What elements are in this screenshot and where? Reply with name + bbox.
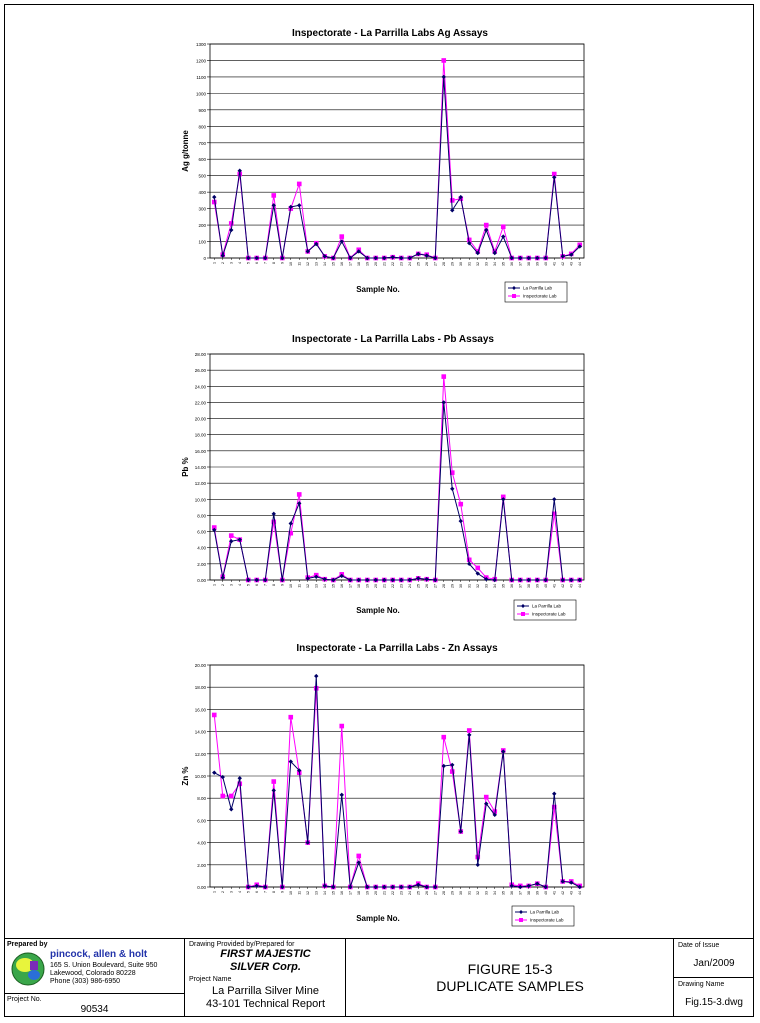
legend-marker [519, 918, 523, 922]
data-point [288, 715, 293, 720]
x-tick-label: 34 [492, 584, 497, 588]
x-tick-label: 6 [254, 262, 259, 264]
y-tick-label: 1300 [195, 42, 206, 47]
y-tick-label: 10.00 [194, 497, 206, 503]
y-tick-label: 0 [203, 256, 206, 261]
y-tick-label: 700 [198, 140, 206, 146]
x-tick-label: 32 [475, 262, 480, 266]
x-tick-label: 24 [407, 584, 412, 588]
x-tick-label: 42 [560, 262, 565, 266]
x-tick-label: 16 [339, 584, 344, 588]
x-tick-label: 3 [229, 891, 234, 893]
x-tick-label: 43 [569, 262, 574, 266]
x-tick-label: 24 [407, 891, 412, 895]
x-tick-label: 34 [492, 891, 497, 895]
y-tick-label: 14.00 [194, 465, 206, 470]
x-tick-label: 7 [263, 262, 268, 264]
x-tick-label: 40 [543, 584, 548, 588]
project-no-cell [4, 994, 185, 1017]
x-tick-label: 27 [433, 262, 438, 266]
drawing-name-cell [674, 978, 754, 1017]
x-tick-label: 20 [373, 262, 378, 266]
y-tick-label: 300 [198, 206, 206, 212]
y-tick-label: 20.00 [194, 663, 206, 668]
y-tick-label: 14.00 [194, 729, 206, 735]
y-tick-label: 28.00 [194, 352, 206, 357]
x-tick-label: 39 [535, 891, 540, 895]
x-tick-label: 21 [382, 891, 387, 895]
figure-title: DUPLICATE SAMPLES [436, 978, 584, 994]
y-tick-label: 16.00 [194, 707, 206, 713]
y-tick-label: 200 [198, 223, 206, 229]
x-tick-label: 41 [552, 262, 557, 266]
x-tick-label: 4 [237, 584, 242, 586]
data-point [441, 374, 446, 379]
date-value: Jan/2009 [693, 958, 735, 969]
figure-number: FIGURE 15-3 [467, 961, 553, 977]
x-tick-label: 13 [314, 262, 319, 266]
x-tick-label: 12 [305, 262, 310, 266]
x-tick-label: 29 [450, 262, 455, 266]
x-tick-label: 15 [331, 584, 336, 588]
x-tick-label: 16 [339, 891, 344, 895]
y-tick-label: 6.00 [197, 818, 206, 824]
x-tick-label: 23 [399, 262, 404, 266]
x-tick-label: 3 [229, 584, 234, 586]
legend [512, 906, 574, 926]
x-tick-label: 36 [509, 262, 514, 266]
x-tick-label: 43 [569, 584, 574, 588]
x-tick-label: 14 [322, 891, 327, 895]
x-tick-label: 4 [237, 891, 242, 893]
x-tick-label: 30 [458, 262, 463, 266]
y-tick-label: 0.00 [197, 885, 206, 890]
client-cell [185, 939, 346, 1017]
y-tick-label: 8.00 [197, 796, 206, 802]
x-tick-label: 5 [246, 584, 251, 586]
x-tick-label: 9 [280, 262, 285, 264]
x-tick-label: 13 [314, 584, 319, 588]
x-tick-label: 13 [314, 891, 319, 895]
x-tick-label: 8 [271, 262, 276, 264]
x-tick-label: 18 [356, 584, 361, 588]
project-name-label: Project Name [189, 976, 232, 983]
x-tick-label: 28 [441, 262, 446, 266]
data-point [475, 566, 480, 571]
x-tick-label: 42 [560, 891, 565, 895]
x-tick-label: 19 [365, 262, 370, 266]
x-tick-label: 16 [339, 262, 344, 266]
firm-phone: Phone (303) 986-6950 [50, 978, 121, 985]
x-tick-label: 38 [526, 262, 531, 266]
x-tick-label: 26 [424, 262, 429, 266]
title-block [4, 938, 754, 1017]
chart-zn-assays [181, 643, 584, 926]
chart-ag-assays [181, 28, 584, 302]
y-axis-label: Zn % [181, 766, 190, 786]
chart-pb-assays [181, 334, 584, 620]
figure-cell [346, 939, 674, 1017]
x-tick-label: 20 [373, 584, 378, 588]
x-tick-label: 21 [382, 262, 387, 266]
x-tick-label: 40 [543, 891, 548, 895]
x-tick-label: 37 [518, 584, 523, 588]
project-name-2: 43-101 Technical Report [205, 998, 326, 1010]
x-tick-label: 22 [390, 891, 395, 895]
x-tick-label: 35 [501, 262, 506, 266]
y-tick-label: 10.00 [194, 774, 206, 779]
legend-marker [521, 612, 525, 616]
data-point [450, 198, 455, 203]
chart-title: Inspectorate - La Parrilla Labs - Pb Assays [292, 334, 494, 345]
x-tick-label: 32 [475, 584, 480, 588]
x-tick-label: 24 [407, 262, 412, 266]
x-tick-label: 18 [356, 891, 361, 895]
x-tick-label: 36 [509, 584, 514, 588]
data-point [212, 713, 217, 718]
x-tick-label: 26 [424, 891, 429, 895]
x-tick-label: 20 [373, 891, 378, 895]
y-tick-label: 4.00 [197, 545, 206, 551]
x-tick-label: 32 [475, 891, 480, 895]
x-tick-label: 5 [246, 262, 251, 264]
y-tick-label: 1200 [195, 58, 206, 64]
x-tick-label: 11 [297, 891, 302, 895]
x-axis-label: Sample No. [356, 914, 400, 923]
date-cell [674, 939, 754, 978]
chart-title: Inspectorate - La Parrilla Labs Ag Assays [291, 28, 489, 39]
data-point [229, 533, 234, 538]
x-tick-label: 9 [280, 584, 285, 586]
x-tick-label: 37 [518, 262, 523, 266]
y-tick-label: 12.00 [194, 481, 206, 487]
y-tick-label: 0.00 [197, 578, 206, 583]
data-point [441, 735, 446, 740]
data-point [356, 854, 361, 859]
x-tick-label: 7 [263, 584, 268, 586]
x-tick-label: 44 [577, 262, 582, 266]
y-tick-label: 18.00 [194, 432, 206, 438]
prepared-by-cell [4, 939, 185, 994]
data-point [484, 223, 489, 228]
x-tick-label: 25 [416, 891, 421, 895]
y-tick-label: 1100 [196, 74, 206, 80]
y-tick-label: 22.00 [194, 400, 206, 406]
x-tick-label: 36 [509, 891, 514, 895]
x-tick-label: 37 [518, 891, 523, 895]
x-tick-label: 2 [220, 584, 225, 586]
x-tick-label: 10 [288, 584, 293, 588]
date-label: Date of Issue [678, 942, 720, 949]
data-point [220, 794, 225, 799]
y-axis-label: Pb % [181, 457, 190, 477]
data-point [467, 728, 472, 733]
x-tick-label: 15 [331, 262, 336, 266]
drawing-provided-label: Drawing Provided by/Prepared for [189, 941, 295, 948]
x-tick-label: 39 [535, 262, 540, 266]
x-tick-label: 21 [382, 584, 387, 588]
data-point [229, 794, 234, 799]
x-tick-label: 23 [399, 584, 404, 588]
y-tick-label: 2.00 [197, 561, 206, 567]
x-tick-label: 28 [441, 584, 446, 588]
y-tick-label: 4.00 [197, 840, 206, 846]
x-tick-label: 25 [416, 262, 421, 266]
firm-address-1: 165 S. Union Boulevard, Suite 950 [50, 962, 158, 969]
drawing-name-label: Drawing Name [678, 981, 725, 988]
y-tick-label: 600 [198, 157, 206, 163]
x-tick-label: 12 [305, 891, 310, 895]
x-tick-label: 5 [246, 891, 251, 893]
x-tick-label: 1 [212, 891, 217, 893]
legend [505, 282, 567, 302]
y-tick-label: 800 [198, 124, 206, 130]
x-tick-label: 29 [450, 891, 455, 895]
x-tick-label: 26 [424, 584, 429, 588]
x-tick-label: 44 [577, 891, 582, 895]
x-tick-label: 28 [441, 891, 446, 895]
project-no-label: Project No. [7, 996, 42, 1003]
x-tick-label: 40 [543, 262, 548, 266]
y-tick-label: 26.00 [194, 368, 206, 374]
client-name-2: SILVER Corp. [230, 961, 301, 973]
x-tick-label: 17 [348, 891, 353, 895]
x-tick-label: 25 [416, 584, 421, 588]
x-axis-label: Sample No. [356, 606, 400, 615]
legend-label: La Parrilla Lab [530, 909, 560, 915]
x-tick-label: 12 [305, 584, 310, 588]
y-tick-label: 20.00 [194, 416, 206, 422]
x-tick-label: 41 [552, 584, 557, 588]
x-tick-label: 27 [433, 584, 438, 588]
x-tick-label: 10 [288, 891, 293, 895]
x-tick-label: 1 [212, 584, 217, 586]
firm-address-2: Lakewood, Colorado 80228 [50, 970, 136, 977]
x-tick-label: 30 [458, 584, 463, 588]
x-tick-label: 38 [526, 584, 531, 588]
y-tick-label: 100 [198, 239, 206, 245]
x-tick-label: 33 [484, 584, 489, 588]
x-tick-label: 8 [271, 891, 276, 893]
data-point [501, 224, 506, 229]
x-axis-label: Sample No. [356, 285, 400, 294]
y-tick-label: 8.00 [197, 513, 206, 519]
x-tick-label: 2 [220, 891, 225, 893]
x-tick-label: 11 [297, 584, 302, 588]
x-tick-label: 33 [484, 262, 489, 266]
legend-label: Inspectorate Lab [530, 917, 564, 923]
data-point [450, 769, 455, 774]
x-tick-label: 29 [450, 584, 455, 588]
y-tick-label: 2.00 [197, 862, 206, 868]
x-tick-label: 38 [526, 891, 531, 895]
y-tick-label: 16.00 [194, 448, 206, 454]
x-tick-label: 1 [212, 262, 217, 264]
x-tick-label: 22 [390, 262, 395, 266]
data-point [484, 795, 489, 800]
legend-marker [512, 294, 516, 298]
y-tick-label: 1000 [195, 91, 206, 97]
drawing-name: Fig.15-3.dwg [685, 997, 743, 1008]
legend-label: Inspectorate Lab [523, 293, 557, 299]
x-tick-label: 33 [484, 891, 489, 895]
x-tick-label: 19 [365, 584, 370, 588]
x-tick-label: 34 [492, 262, 497, 266]
x-tick-label: 35 [501, 584, 506, 588]
x-tick-label: 35 [501, 891, 506, 895]
y-tick-label: 6.00 [197, 529, 206, 535]
globe-logo-icon [8, 951, 48, 987]
y-tick-label: 500 [198, 173, 206, 179]
x-tick-label: 39 [535, 584, 540, 588]
data-point [271, 779, 276, 784]
x-tick-label: 22 [390, 584, 395, 588]
x-tick-label: 17 [348, 584, 353, 588]
chart-title: Inspectorate - La Parrilla Labs - Zn Assays [296, 643, 498, 654]
legend-label: La Parrilla Lab [532, 603, 562, 609]
x-tick-label: 8 [271, 584, 276, 586]
data-point [458, 502, 463, 507]
x-tick-label: 31 [467, 891, 472, 895]
x-tick-label: 18 [356, 262, 361, 266]
y-tick-label: 400 [198, 190, 206, 196]
x-tick-label: 14 [322, 262, 327, 266]
x-tick-label: 17 [348, 262, 353, 266]
x-tick-label: 10 [288, 262, 293, 266]
x-tick-label: 43 [569, 891, 574, 895]
data-point [297, 492, 302, 497]
data-point [271, 193, 276, 198]
y-tick-label: 900 [198, 107, 206, 113]
x-tick-label: 7 [263, 891, 268, 893]
data-point [339, 724, 344, 729]
x-tick-label: 27 [433, 891, 438, 895]
x-tick-label: 6 [254, 584, 259, 586]
x-tick-label: 31 [467, 262, 472, 266]
firm-name: pincock, allen & holt [50, 949, 148, 960]
x-tick-label: 15 [331, 891, 336, 895]
x-tick-label: 2 [220, 262, 225, 264]
data-point [297, 182, 302, 187]
project-name-1: La Parrilla Silver Mine [212, 985, 319, 997]
client-name-1: FIRST MAJESTIC [220, 948, 311, 960]
x-tick-label: 19 [365, 891, 370, 895]
y-axis-label: Ag g/tonne [181, 130, 190, 172]
x-tick-label: 42 [560, 584, 565, 588]
legend-label: Inspectorate Lab [532, 611, 566, 617]
plot-area [210, 44, 584, 258]
x-tick-label: 11 [297, 262, 302, 266]
x-tick-label: 4 [237, 262, 242, 264]
x-tick-label: 23 [399, 891, 404, 895]
y-tick-label: 18.00 [194, 685, 206, 691]
x-tick-label: 6 [254, 891, 259, 893]
x-tick-label: 14 [322, 584, 327, 588]
x-tick-label: 41 [552, 891, 557, 895]
legend-label: La Parrilla Lab [523, 285, 553, 291]
data-point [441, 58, 446, 63]
x-tick-label: 44 [577, 584, 582, 588]
x-tick-label: 9 [280, 891, 285, 893]
y-tick-label: 24.00 [194, 384, 206, 390]
x-tick-label: 3 [229, 262, 234, 264]
y-tick-label: 12.00 [194, 751, 206, 757]
legend [514, 600, 576, 620]
project-no: 90534 [80, 1004, 109, 1015]
data-point [339, 234, 344, 239]
x-tick-label: 31 [467, 584, 472, 588]
x-tick-label: 30 [458, 891, 463, 895]
prepared-by-label: Prepared by [7, 941, 48, 948]
